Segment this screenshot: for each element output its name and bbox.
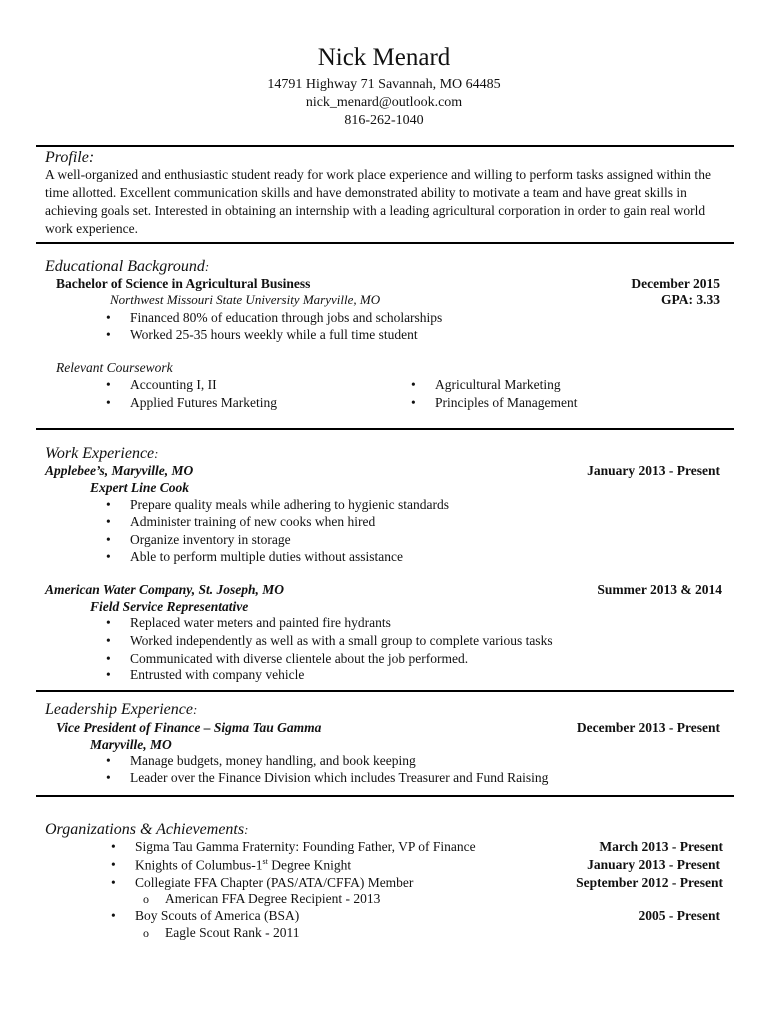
list-item: • Able to perform multiple duties without assistance [130, 549, 403, 565]
divider [36, 428, 734, 430]
leadership-heading: Leadership Experience: [45, 701, 198, 718]
address: 14791 Highway 71 Savannah, MO 64485 [267, 77, 501, 92]
employer: American Water Company, St. Joseph, MO [45, 582, 285, 597]
list-item: • Sigma Tau Gamma Fraternity: Founding Father, VP of Finance [135, 839, 476, 855]
list-item: • Manage budgets, money handling, and book keeping [130, 753, 416, 769]
divider [36, 145, 734, 147]
school: Northwest Missouri State University Maryville, MO [110, 292, 381, 307]
education-heading: Educational Background: [45, 258, 210, 275]
coursework-item: • Principles of Management [435, 395, 577, 411]
org-date: March 2013 - Present [599, 839, 723, 854]
candidate-name: Nick Menard [317, 44, 451, 71]
organizations-heading: Organizations & Achievements: [45, 821, 249, 838]
job-date: January 2013 - Present [587, 463, 720, 478]
job-title: Field Service Representative [90, 599, 249, 614]
gpa: GPA: 3.33 [661, 292, 720, 307]
list-item: • Prepare quality meals while adhering to hygienic standards [130, 497, 449, 513]
org-date: January 2013 - Present [587, 857, 720, 872]
list-item: • Worked 25-35 hours weekly while a full time student [130, 327, 418, 343]
list-item: • Replaced water meters and painted fire hydrants [130, 615, 391, 631]
list-item: • Knights of Columbus-1st Degree Knight [135, 857, 351, 874]
list-item: • Boy Scouts of America (BSA) [135, 908, 299, 924]
divider [36, 795, 734, 797]
job-date: Summer 2013 & 2014 [597, 582, 722, 597]
profile-text: A well-organized and enthusiastic student ready for work place experience and willing to perform tasks assigned within the time allotted. Excellent communication skills and have demonstrated ability to motivate a team and have great skills in achieving goals set. Interested in obtaining an internship with a leading agricultural corporation in order to gain real world work experience. [45, 167, 711, 236]
email: nick_menard@outlook.com [305, 95, 463, 110]
list-item: • Financed 80% of education through jobs and scholarships [130, 310, 442, 326]
org-date: September 2012 - Present [576, 875, 723, 890]
coursework-heading: Relevant Coursework [56, 360, 173, 375]
work-heading: Work Experience: [45, 445, 159, 462]
divider [36, 690, 734, 692]
leadership-date: December 2013 - Present [576, 720, 720, 735]
leadership-role: Vice President of Finance – Sigma Tau Gamma [56, 720, 322, 735]
employer: Applebee’s, Maryville, MO [45, 463, 194, 478]
phone: 816-262-1040 [344, 113, 424, 128]
list-item: • Collegiate FFA Chapter (PAS/ATA/CFFA) Member [135, 875, 413, 891]
list-item: • Communicated with diverse clientele about the job performed. [130, 651, 468, 667]
list-item: • Leader over the Finance Division which includes Treasurer and Fund Raising [130, 770, 548, 786]
profile-heading: Profile: [45, 149, 95, 166]
org-date: 2005 - Present [638, 908, 720, 923]
coursework-item: • Accounting I, II [130, 377, 217, 393]
degree-date: December 2015 [631, 276, 720, 291]
list-item: • Administer training of new cooks when hired [130, 514, 375, 530]
job-title: Expert Line Cook [90, 480, 190, 495]
coursework-item: • Applied Futures Marketing [130, 395, 277, 411]
list-item: • Entrusted with company vehicle [130, 667, 304, 683]
sub-list-item: o American FFA Degree Recipient - 2013 [165, 891, 380, 907]
leadership-location: Maryville, MO [90, 737, 172, 752]
divider [36, 242, 734, 244]
coursework-item: • Agricultural Marketing [435, 377, 561, 393]
sub-list-item: o Eagle Scout Rank - 2011 [165, 925, 299, 941]
degree: Bachelor of Science in Agricultural Business [56, 276, 311, 291]
list-item: • Worked independently as well as with a small group to complete various tasks [130, 633, 553, 649]
list-item: • Organize inventory in storage [130, 532, 291, 548]
